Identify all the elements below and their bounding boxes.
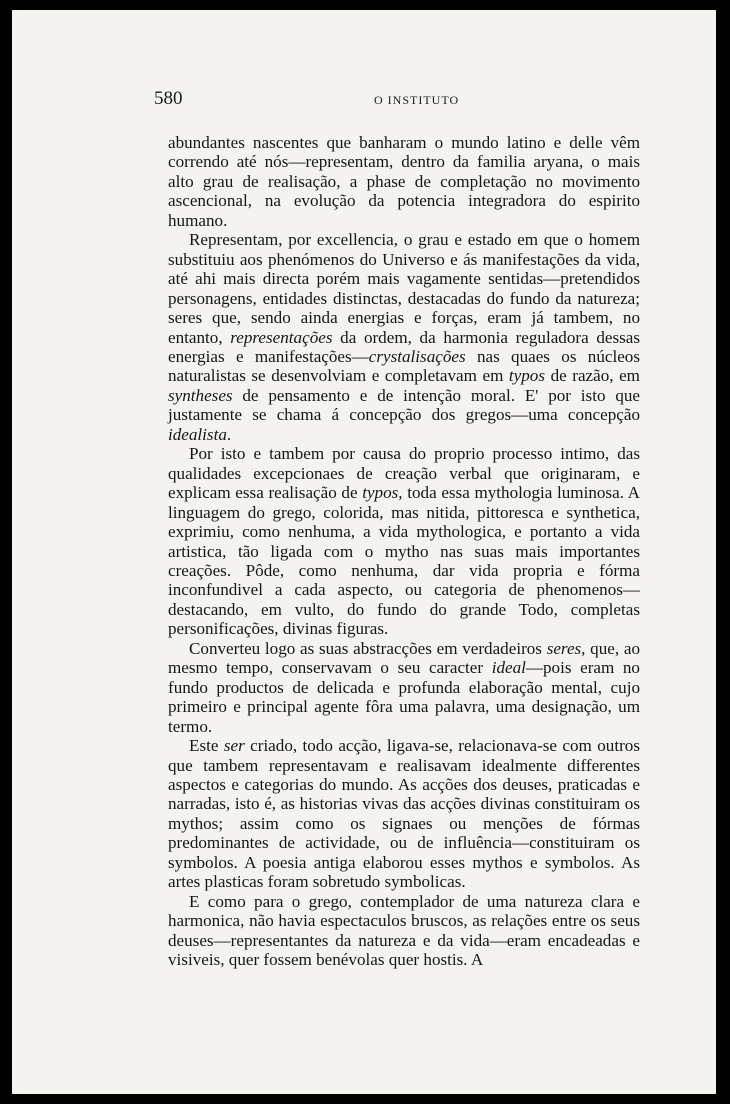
text-segment: Por isto e tambem por causa do proprio processo intimo, das qualidades excepcionaes de creação verbal que originaram, e explicam essa realisação de [168,444,640,503]
italic-term: typos [508,366,546,386]
text-segment: Converteu logo as suas abstracções em verdadeiros [189,638,547,658]
text-segment: —pois eram no fundo productos de delicada e profunda elaboração mental, cujo primeiro e principal agente fôra uma palavra, uma designação, um termo. [168,658,640,736]
italic-term: seres, [546,638,586,658]
text-segment: nas quaes os núcleos naturalistas se desenvolviam e completavam em [168,346,640,386]
page-number: 580 [154,88,183,109]
italic-term: ideal [491,658,526,678]
text-segment: de razão, em [545,366,640,386]
page-header [154,88,654,112]
paragraph [168,892,640,970]
book-page [12,10,716,1094]
paragraph [168,639,640,736]
text-segment: da ordem, da harmonia reguladora dessas energias e manifestações— [168,327,640,366]
italic-term: idealista [168,424,227,444]
text-segment: Representam, por excellencia, o grau e estado em que o homem substituiu aos phenómenos do Universo e ás manifestações da vida, até ahi mais directa porém mais vagamente sentidas—pretendidos personagens, entidades distinctas, destacadas do fundo da natureza; seres que, sendo ainda energias e forças, eram já tambem, no entanto, [168,230,640,347]
text-segment: de pensamento e de intenção moral. E' por isto que justamente se chama á concepção dos gregos—uma concepção [168,385,640,425]
paragraph [168,736,640,892]
italic-term: crystalisações [368,346,466,366]
text-segment: abundantes nascentes que banharam o mundo latino e delle vêm correndo até nós—representam, dentro da familia aryana, o mais alto grau de realisação, a phase de completação no movimento ascencional, na evolução da potencia integradora do espirito humano. [168,133,640,230]
body-text [168,133,640,969]
paragraph [168,133,640,230]
text-segment: E como para o grego, contemplador de uma natureza clara e harmonica, não havia espectaculos bruscos, as relações entre os seus deuses—representantes da natureza e da vida—eram encadeadas e visiveis, quer fossem benévolas quer hostis. A [168,891,640,970]
text-segment: criado, todo acção, ligava-se, relacionava-se com outros que tambem representavam e realisavam idealmente differentes aspectos e categorias do mundo. As acções dos deuses, praticadas e narradas, isto é, as historias vivas das acções divinas constituiram os mythos; assim como os signaes ou menções de fórmas predominantes de actividade, ou de influência—constituiram os symbolos. A poesia antiga elaborou esses mythos e symbolos. As artes plasticas foram sobretudo symbolicas. [168,736,640,892]
italic-term: syntheses [168,385,233,405]
italic-term: representações [230,327,333,347]
text-segment: Este [189,736,224,756]
italic-term: ser [223,736,245,756]
text-segment: que, ao mesmo tempo, conservavam o seu caracter [168,638,640,678]
italic-term: typos, [362,483,403,503]
running-title: O INSTITUTO [374,93,460,107]
text-segment: toda essa mythologia luminosa. A linguagem do grego, colorida, mas nitida, pittoresca e synthetica, exprimiu, como nenhuma, a vida mythologica, e portanto a vida artistica, tão ligada com o mytho nas suas mais importantes creações. Pôde, como nenhuma, dar vida propria e fórma inconfundivel a cada aspecto, ou categoria de phenomenos—destacando, em vulto, do fundo do grande Todo, completas personificações, divinas figuras. [168,483,640,639]
text-segment: . [226,424,232,444]
paragraph [168,444,640,639]
paragraph [168,230,640,444]
